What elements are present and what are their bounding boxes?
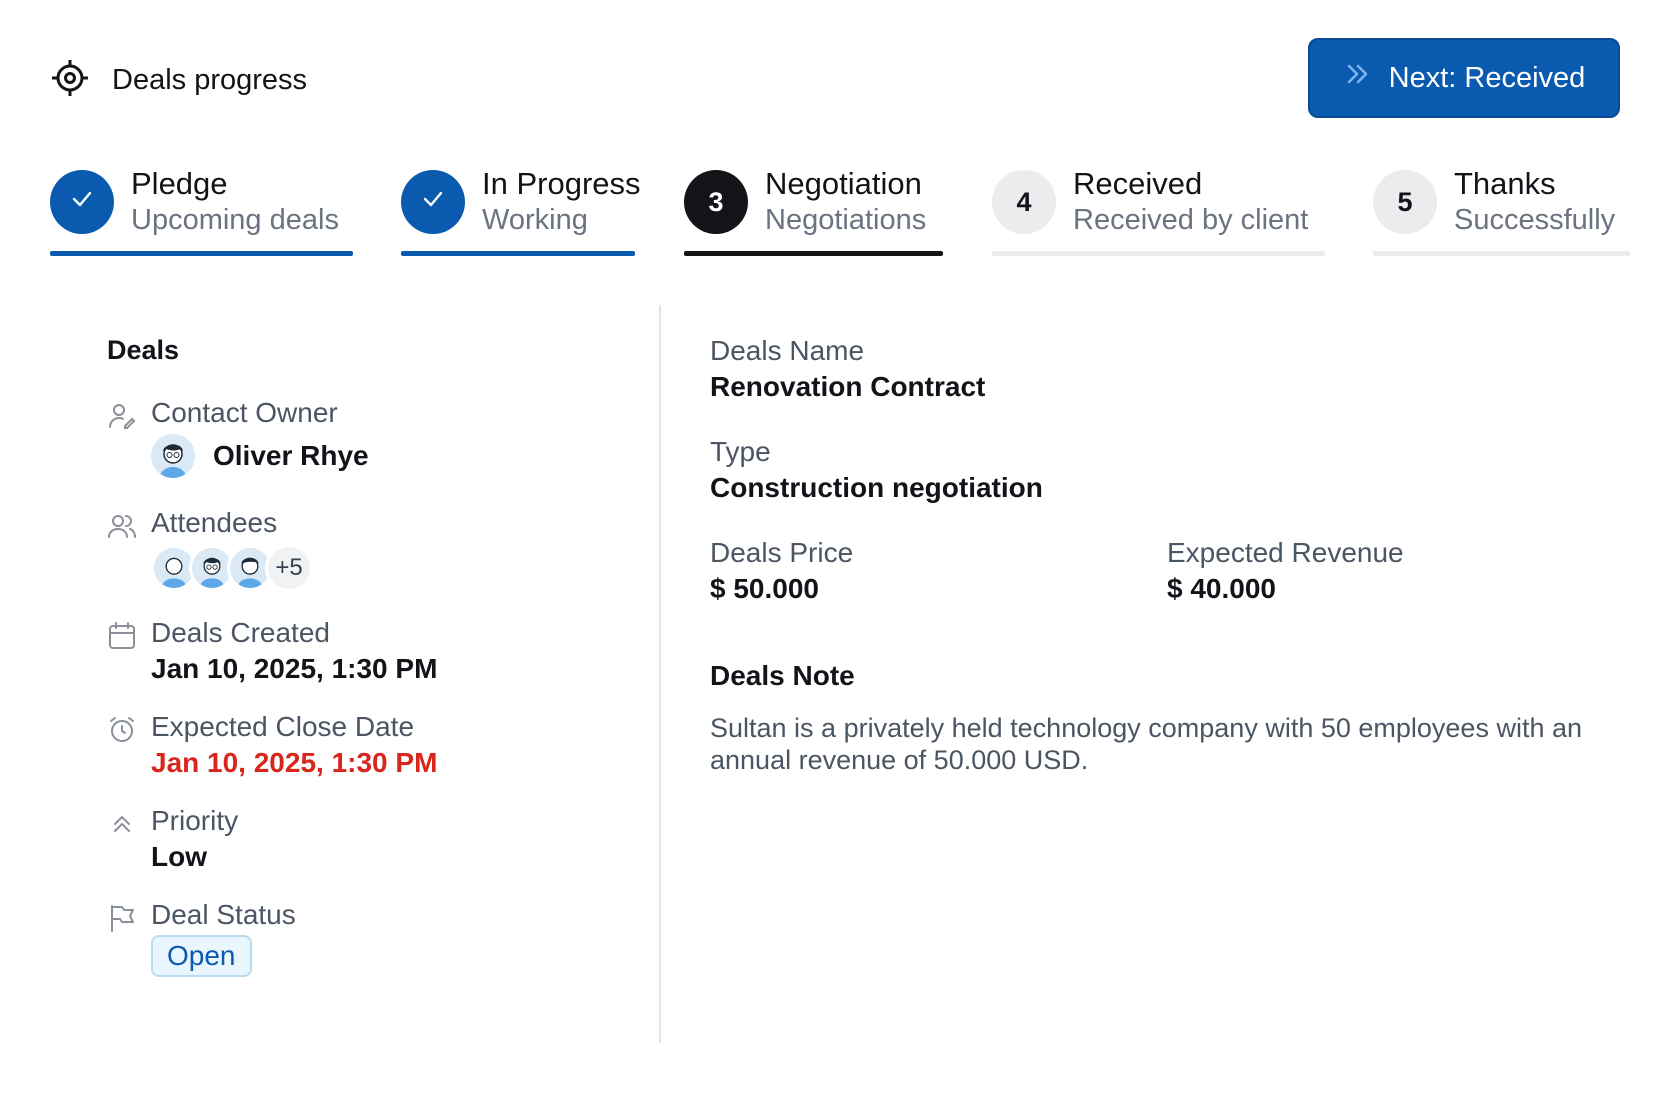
status-badge: Open (151, 935, 252, 977)
double-chevron-right-icon (1343, 59, 1373, 97)
step-progress-bar (684, 251, 943, 256)
next-step-button[interactable] (1308, 38, 1620, 118)
field-label: Deals Price (710, 537, 854, 568)
step-subtitle: Upcoming deals (131, 204, 339, 236)
deals-note-text: Sultan is a privately held technology company with 50 employees with an annual revenue of 50.000 USD. (710, 713, 1582, 775)
expected-revenue-field (1167, 537, 1404, 605)
contact-owner-field (107, 397, 627, 487)
step-title: Pledge (131, 166, 228, 201)
expected-close-date-field (107, 711, 627, 791)
step-subtitle: Working (482, 204, 588, 236)
deals-created-value: Jan 10, 2025, 1:30 PM (151, 653, 438, 684)
deals-created-field (107, 617, 627, 697)
step-number-marker: 4 (992, 170, 1056, 234)
field-label: Attendees (151, 507, 278, 538)
check-icon (420, 186, 446, 219)
field-label: Deals Name (710, 335, 865, 366)
flag-icon (107, 903, 137, 933)
deals-name-field (710, 335, 985, 403)
deals-note-label: Deals Note (710, 660, 855, 691)
deals-price-field (710, 537, 853, 605)
field-label: Priority (151, 805, 239, 836)
step-negotiation[interactable] (684, 166, 943, 256)
step-progress-bar (1373, 251, 1630, 256)
step-number-marker: 5 (1373, 170, 1437, 234)
deals-name-value: Renovation Contract (710, 371, 986, 402)
step-in-progress[interactable] (401, 166, 641, 256)
field-label: Deals Created (151, 617, 330, 648)
field-label: Expected Revenue (1167, 537, 1404, 568)
attendee-avatars[interactable] (151, 544, 313, 592)
field-label: Contact Owner (151, 397, 338, 428)
step-thanks[interactable] (1373, 166, 1630, 256)
step-title: Negotiation (765, 166, 922, 201)
contact-owner[interactable] (151, 434, 369, 478)
step-pledge[interactable] (50, 166, 353, 256)
step-done-marker (50, 170, 114, 234)
deals-price-value: $ 50.000 (710, 573, 819, 604)
field-label: Type (710, 436, 771, 467)
step-title: In Progress (482, 166, 641, 201)
type-field (710, 436, 1043, 504)
step-subtitle: Successfully (1454, 204, 1616, 236)
panel-divider (659, 305, 661, 1043)
deal-status-field (107, 899, 627, 989)
expected-revenue-value: $ 40.000 (1167, 573, 1276, 604)
step-progress-bar (401, 251, 635, 256)
priority-value: Low (151, 841, 207, 872)
step-done-marker (401, 170, 465, 234)
field-label: Deal Status (151, 899, 296, 930)
avatar (151, 434, 195, 478)
step-title: Received (1073, 166, 1203, 201)
target-icon (50, 58, 90, 103)
priority-field (107, 805, 627, 885)
user-edit-icon (107, 401, 137, 431)
step-number-marker: 3 (684, 170, 748, 234)
step-progress-bar (50, 251, 353, 256)
type-value: Construction negotiation (710, 472, 1043, 503)
attendees-field (107, 507, 627, 597)
expected-close-date-value: Jan 10, 2025, 1:30 PM (151, 747, 438, 778)
calendar-icon (107, 621, 137, 651)
step-title: Thanks (1454, 166, 1556, 201)
progress-stepper (50, 166, 1630, 260)
check-icon (69, 186, 95, 219)
page-header (50, 38, 1620, 118)
field-label: Expected Close Date (151, 711, 415, 742)
next-step-button-label: Next: Received (1388, 61, 1586, 94)
contact-owner-name: Oliver Rhye (213, 440, 369, 471)
more-attendees-count[interactable]: +5 (265, 544, 313, 592)
section-title: Deals (107, 335, 180, 365)
step-received[interactable] (992, 166, 1325, 256)
alarm-clock-icon (107, 715, 137, 745)
header-title-group (50, 58, 307, 103)
step-subtitle: Negotiations (765, 204, 927, 236)
users-icon (107, 511, 137, 541)
deal-summary-panel (107, 335, 627, 971)
step-subtitle: Received by client (1073, 204, 1309, 236)
page-title: Deals progress (112, 64, 308, 96)
chevrons-up-icon (107, 809, 137, 839)
step-progress-bar (992, 251, 1325, 256)
